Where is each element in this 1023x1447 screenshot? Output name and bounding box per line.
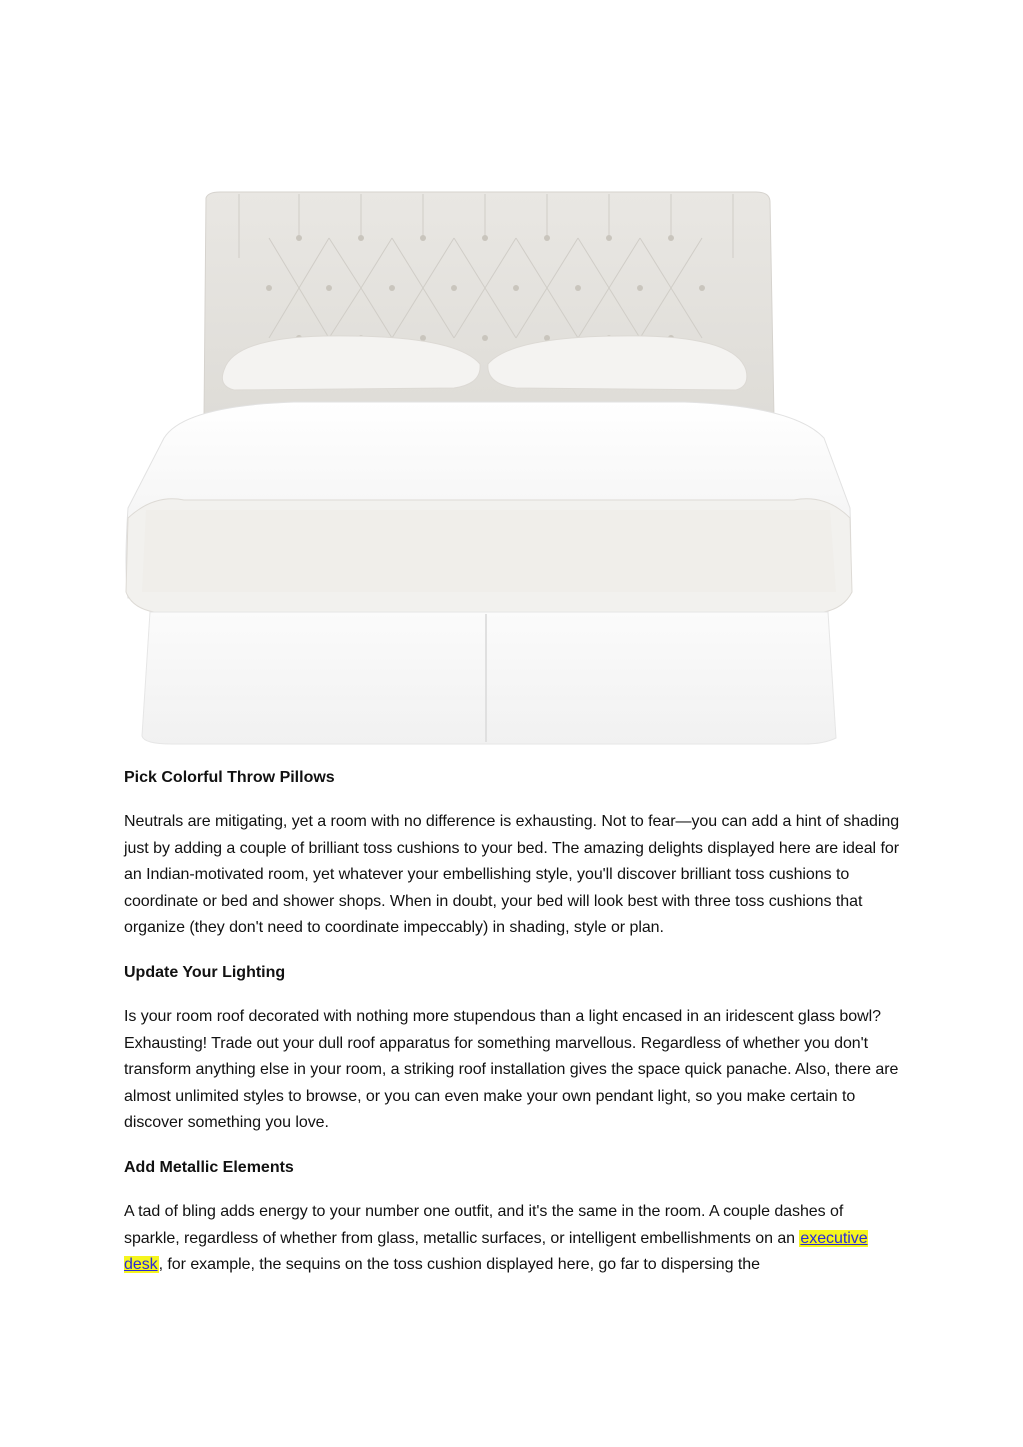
section-paragraph [124, 1199, 900, 1279]
paragraph-text: A tad of bling adds energy to your number one outfit, and it's the same in the room. A couple dashes of sparkle, regardless of whether from glass, metallic surfaces, or intelligent embellishments on an [124, 1202, 844, 1247]
section-heading: Update Your Lighting [124, 963, 286, 981]
section-heading: Pick Colorful Throw Pillows [124, 769, 335, 786]
executive-desk-link[interactable]: executive desk [124, 1229, 868, 1274]
section-paragraph: Is your room roof decorated with nothing more stupendous than a light encased in an iridescent glass bowl? Exhausting! Trade out your dull roof apparatus for something marvellous. Regardless of whether you don't transform anything else in your room, a striking roof installation gives the space quick panache. Also, there are almost unlimited styles to browse, or you can even make your own pendant light, so you make certain to discover something you love. [124, 1007, 899, 1132]
article-body [124, 766, 900, 1279]
bed-image [124, 188, 854, 748]
section-heading: Add Metallic Elements [124, 1158, 294, 1176]
paragraph-text: , for example, the sequins on the toss cushion displayed here, go far to dispersing the [158, 1256, 760, 1274]
section-paragraph: Neutrals are mitigating, yet a room with no difference is exhausting. Not to fear—you can add a hint of shading just by adding a couple of brilliant toss cushions to your bed. The amazing delights displayed here are ideal for an Indian-motivated room, yet whatever your embellishing style, you'll discover brilliant toss cushions to coordinate or bed and shower shops. When in doubt, your bed will look best with three toss cushions that organize (they don't need to coordinate impeccably) in shading, style or plan. [124, 813, 900, 937]
